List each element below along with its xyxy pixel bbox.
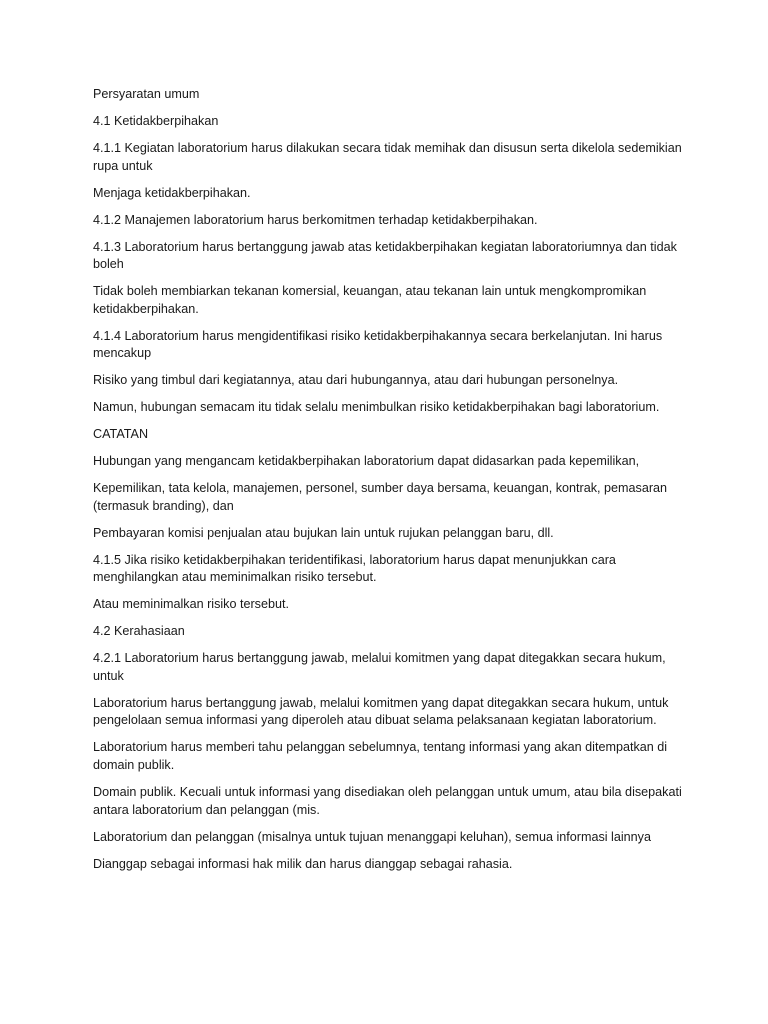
paragraph: Menjaga ketidakberpihakan. — [93, 185, 251, 200]
paragraph: Kepemilikan, tata kelola, manajemen, personel, sumber daya bersama, keuangan, kontrak, pemasaran (termasuk branding), dan — [93, 481, 668, 513]
paragraph: 4.1.5 Jika risiko ketidakberpihakan teridentifikasi, laboratorium harus dapat menunjukkan cara menghilangkan atau meminimalkan risiko tersebut. — [93, 552, 616, 585]
subsection-heading: 4.2 Kerahasiaan — [93, 624, 185, 639]
document-page — [93, 86, 683, 883]
section-heading: Persyaratan umum — [93, 87, 200, 101]
paragraph: 4.1.2 Manajemen laboratorium harus berkomitmen terhadap ketidakberpihakan. — [93, 212, 538, 227]
paragraph: Domain publik. Kecuali untuk informasi yang disediakan oleh pelanggan untuk umum, atau bila disepakati antara laboratorium dan pelanggan (mis. — [93, 785, 682, 817]
paragraph: Risiko yang timbul dari kegiatannya, atau dari hubungannya, atau dari hubungan personelnya. — [93, 373, 619, 388]
paragraph: Dianggap sebagai informasi hak milik dan harus dianggap sebagai rahasia. — [93, 856, 513, 871]
paragraph: Atau meminimalkan risiko tersebut. — [93, 597, 289, 612]
paragraph: Laboratorium harus bertanggung jawab, melalui komitmen yang dapat ditegakkan secara hukum, untuk pengelolaan semua informasi yang diperoleh atau dibuat selama pelaksanaan kegiatan laboratorium. — [93, 695, 669, 728]
note-label: CATATAN — [93, 427, 149, 442]
paragraph: 4.2.1 Laboratorium harus bertanggung jawab, melalui komitmen yang dapat ditegakkan secara hukum, untuk — [93, 651, 666, 683]
paragraph: Pembayaran komisi penjualan atau bujukan lain untuk rujukan pelanggan baru, dll. — [93, 525, 554, 540]
paragraph: 4.1.4 Laboratorium harus mengidentifikasi risiko ketidakberpihakannya secara berkelanjutan. Ini harus mencakup — [93, 328, 663, 361]
paragraph: Namun, hubungan semacam itu tidak selalu menimbulkan risiko ketidakberpihakan bagi laboratorium. — [93, 400, 660, 415]
paragraph: Laboratorium dan pelanggan (misalnya untuk tujuan menanggapi keluhan), semua informasi lainnya — [93, 829, 651, 844]
paragraph: Hubungan yang mengancam ketidakberpihakan laboratorium dapat didasarkan pada kepemilikan, — [93, 454, 640, 469]
paragraph: 4.1.1 Kegiatan laboratorium harus dilakukan secara tidak memihak dan disusun serta dikelola sedemikian rupa untuk — [93, 140, 682, 173]
paragraph: Tidak boleh membiarkan tekanan komersial, keuangan, atau tekanan lain untuk mengkompromikan ketidakberpihakan. — [93, 284, 647, 316]
paragraph: 4.1.3 Laboratorium harus bertanggung jawab atas ketidakberpihakan kegiatan laboratoriumnya dan tidak boleh — [93, 239, 677, 272]
subsection-heading: 4.1 Ketidakberpihakan — [93, 113, 219, 128]
paragraph: Laboratorium harus memberi tahu pelanggan sebelumnya, tentang informasi yang akan ditempatkan di domain publik. — [93, 740, 668, 773]
